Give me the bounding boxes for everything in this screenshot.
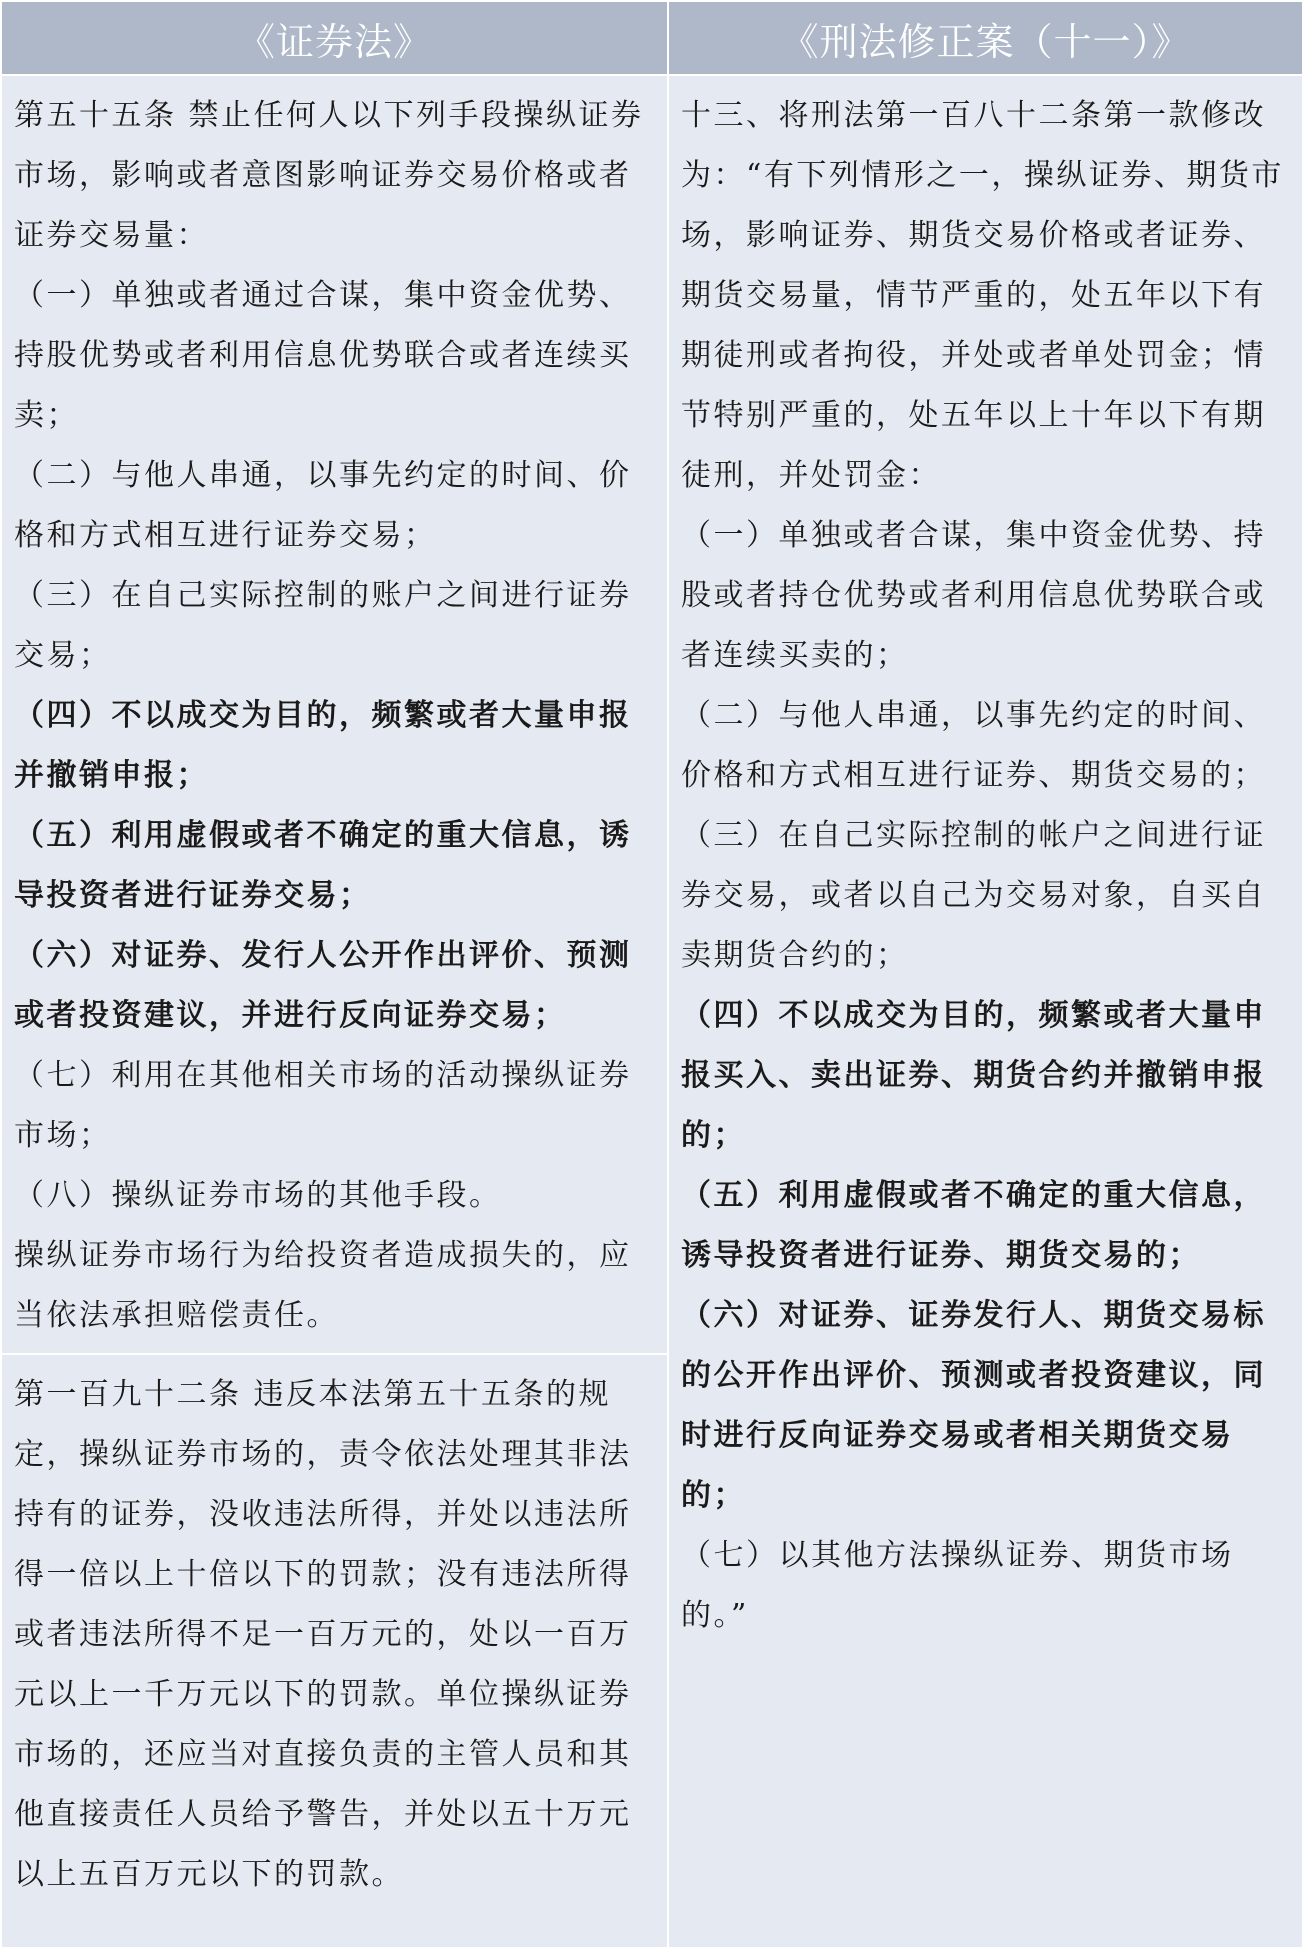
amendment-item-3: （三）在自己实际控制的帐户之间进行证券交易，或者以自己为交易对象，自买自卖期货合约的； (681, 818, 1266, 973)
comparison-table (2, 2, 1302, 1947)
article-55-item-3: （三）在自己实际控制的账户之间进行证券交易； (14, 578, 632, 673)
article-55-item-7: （七）利用在其他相关市场的活动操纵证券市场； (14, 1058, 632, 1153)
article-55-item-5: （五）利用虚假或者不确定的重大信息，诱导投资者进行证券交易； (14, 818, 632, 913)
amendment-item-2: （二）与他人串通，以事先约定的时间、价格和方式相互进行证券、期货交易的； (681, 698, 1266, 793)
amendment-item-7: （七）以其他方法操纵证券、期货市场的。” (681, 1538, 1234, 1633)
article-55-item-8: （八）操纵证券市场的其他手段。 (14, 1178, 502, 1213)
article-192-cell (2, 1353, 669, 1947)
article-55-liability: 操纵证券市场行为给投资者造成损失的，应当依法承担赔偿责任。 (14, 1238, 632, 1333)
header-criminal-law-amendment: 《刑法修正案（十一）》 (669, 2, 1302, 74)
header-securities-law: 《证券法》 (2, 2, 669, 74)
amendment-item-1: （一）单独或者合谋，集中资金优势、持股或者持仓优势或者利用信息优势联合或者连续买卖的； (681, 518, 1266, 673)
article-55-item-2: （二）与他人串通，以事先约定的时间、价格和方式相互进行证券交易； (14, 458, 632, 553)
amendment-intro: 十三、将刑法第一百八十二条第一款修改为：“有下列情形之一，操纵证券、期货市场，影响证券、期货交易价格或者证券、期货交易量，情节严重的，处五年以下有期徒刑或者拘役，并处或者单处罚金；情节特别严重的，处五年以上十年以下有期徒刑，并处罚金： (681, 98, 1284, 493)
article-55-item-4: （四）不以成交为目的，频繁或者大量申报并撤销申报； (14, 698, 632, 793)
amendment-item-6: （六）对证券、证券发行人、期货交易标的公开作出评价、预测或者投资建议，同时进行反向证券交易或者相关期货交易的； (681, 1298, 1266, 1513)
article-55-cell (2, 74, 669, 1353)
amendment-item-5: （五）利用虚假或者不确定的重大信息，诱导投资者进行证券、期货交易的； (681, 1178, 1266, 1273)
article-55-item-6: （六）对证券、发行人公开作出评价、预测或者投资建议，并进行反向证券交易； (14, 938, 632, 1033)
amendment-item-4: （四）不以成交为目的，频繁或者大量申报买入、卖出证券、期货合约并撤销申报的； (681, 998, 1266, 1153)
article-192-para: 第一百九十二条 违反本法第五十五条的规定，操纵证券市场的，责令依法处理其非法持有的证券，没收违法所得，并处以违法所得一倍以上十倍以下的罚款；没有违法所得或者违法所得不足一百万元的，处以一百万元以上一千万元以下的罚款。单位操纵证券市场的，还应当对直接负责的主管人员和其他直接责任人员给予警告，并处以五十万元以上五百万元以下的罚款。 (14, 1377, 632, 1892)
article-55-item-1: （一）单独或者通过合谋，集中资金优势、持股优势或者利用信息优势联合或者连续买卖； (14, 278, 632, 433)
article-55-para: 第五十五条 禁止任何人以下列手段操纵证券市场，影响或者意图影响证券交易价格或者证券交易量： (14, 98, 644, 253)
amendment-cell (669, 74, 1302, 1947)
